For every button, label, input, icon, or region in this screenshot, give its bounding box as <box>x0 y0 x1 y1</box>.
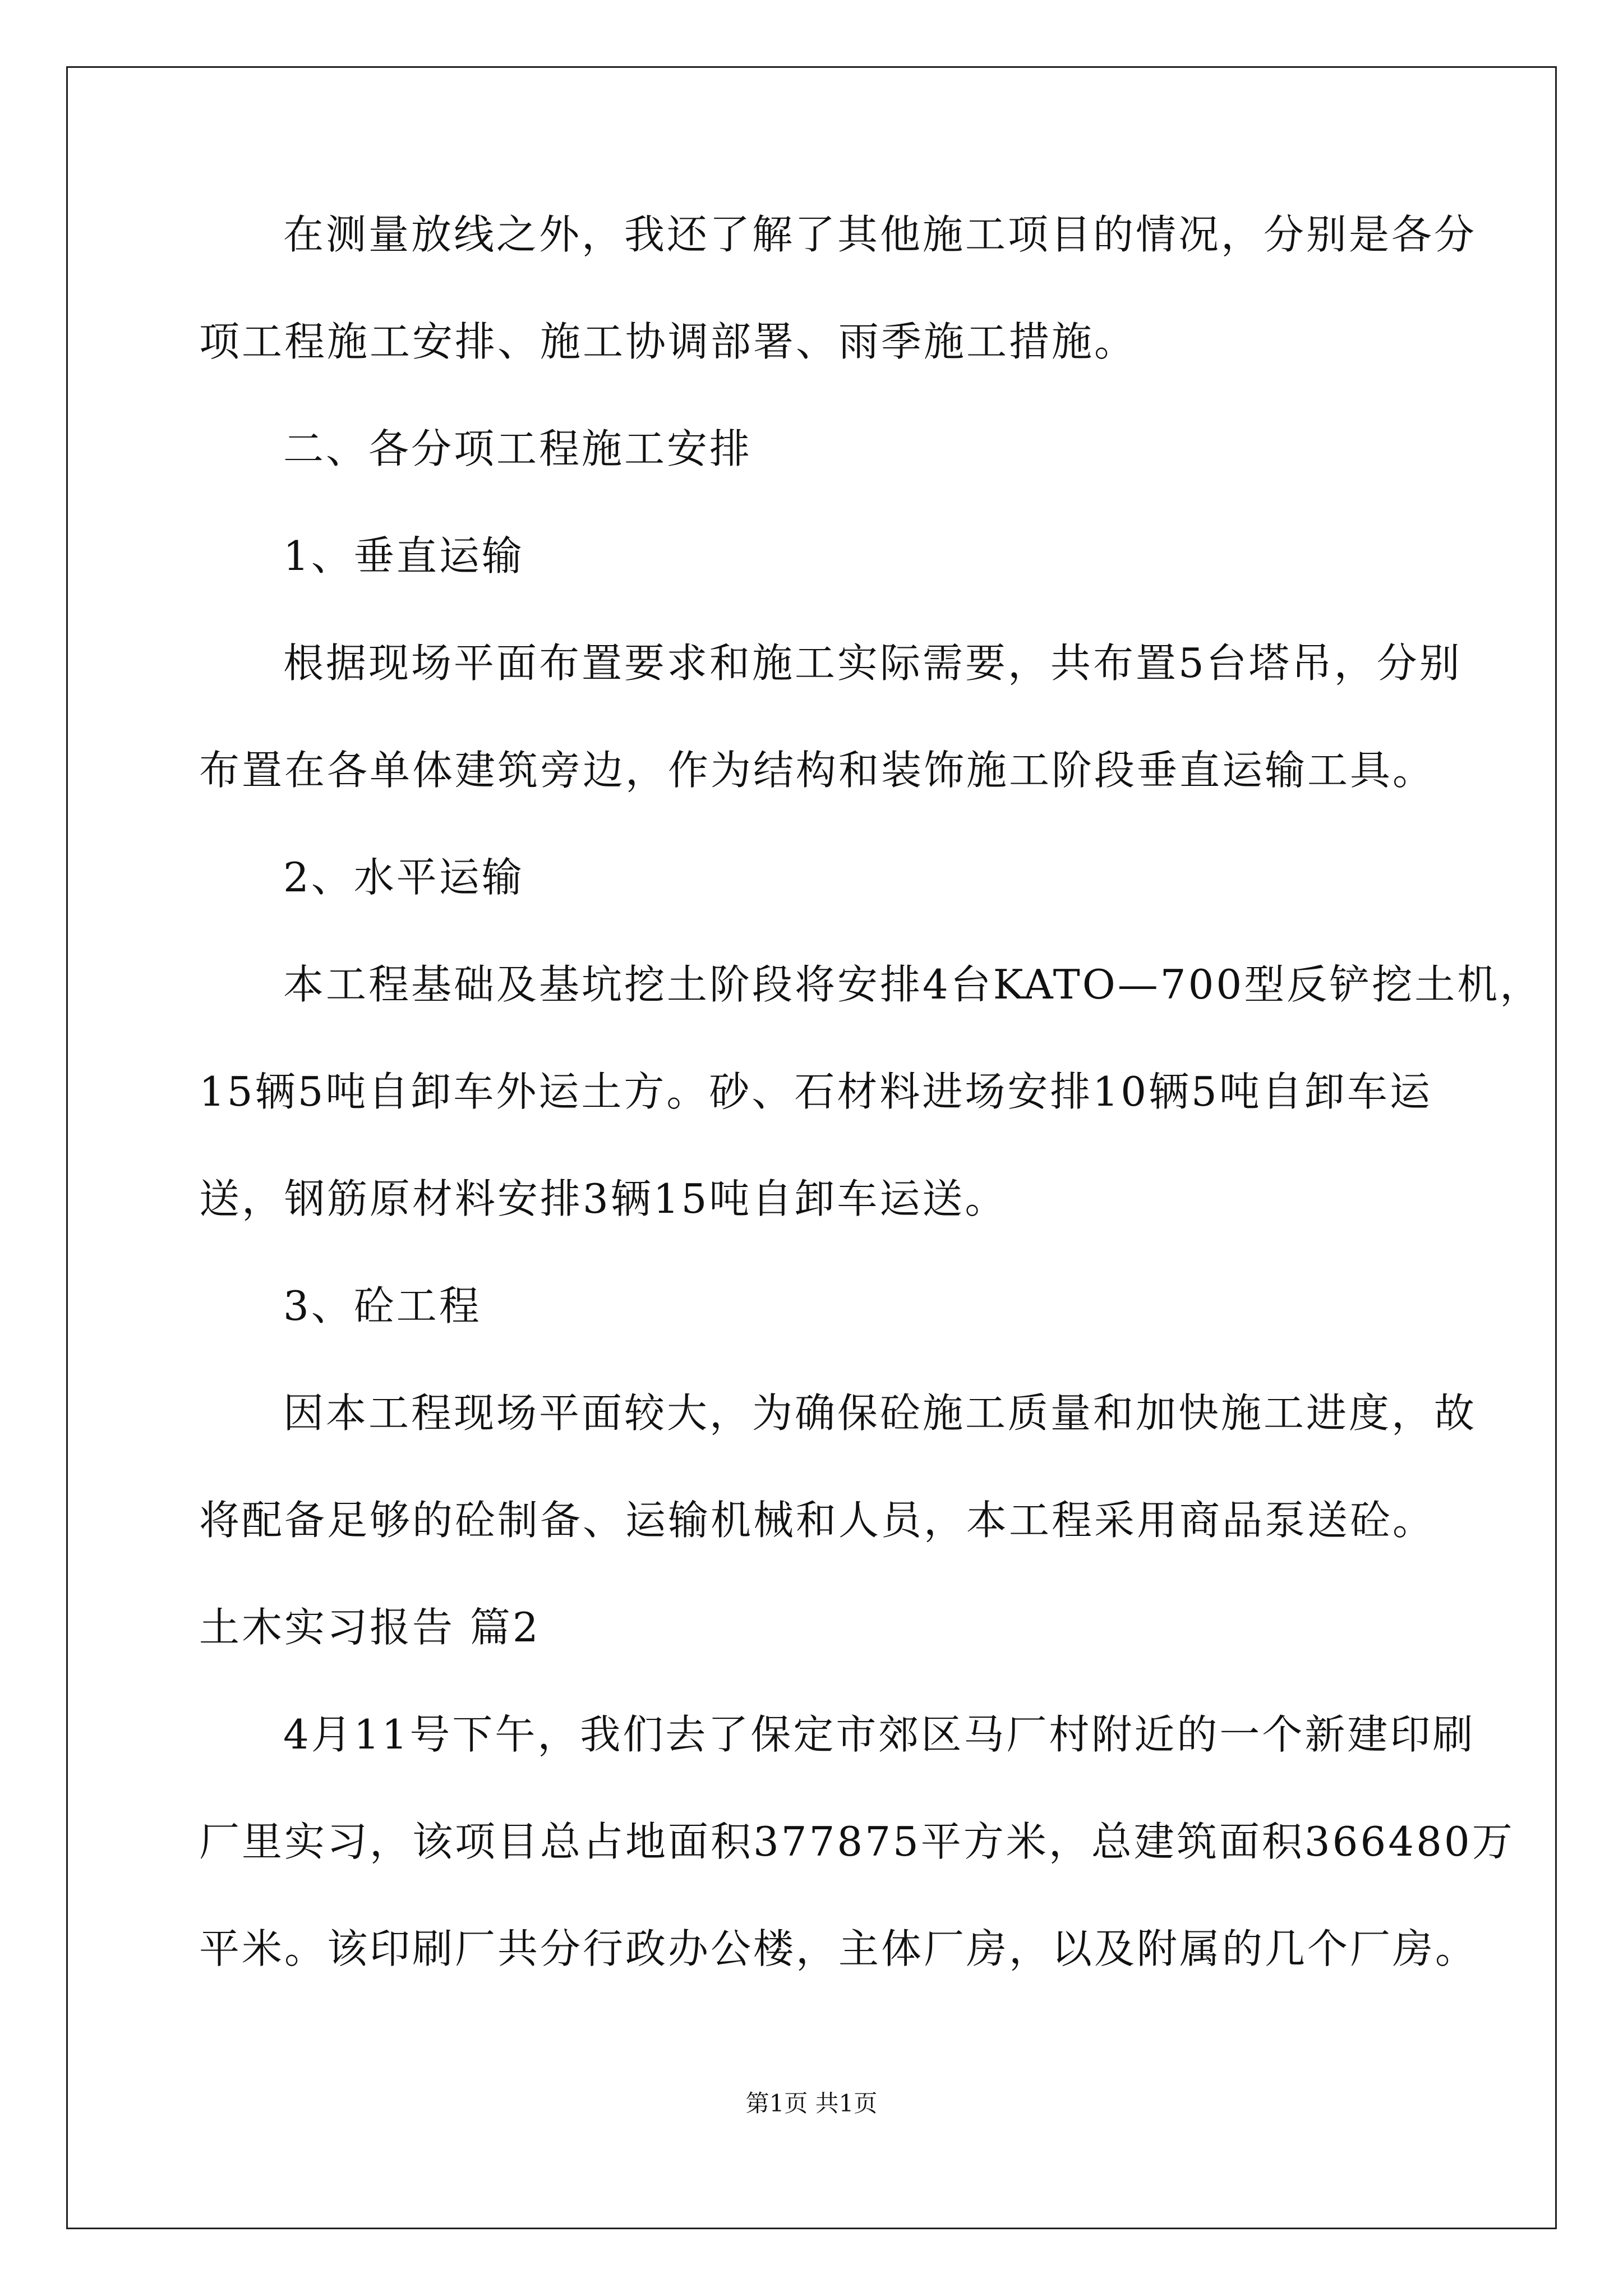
document-body <box>199 208 1543 1976</box>
paragraph-line: 将配备足够的砼制备、运输机械和人员，本工程采用商品泵送砼。 <box>199 1497 1436 1544</box>
paragraph-line: 本工程基础及基坑挖土阶段将安排4台KATO—700型反铲挖土机， <box>283 961 1543 1008</box>
section-heading: 二、各分项工程施工安排 <box>283 425 753 472</box>
paragraph-line: 布置在各单体建筑旁边，作为结构和装饰施工阶段垂直运输工具。 <box>199 747 1436 794</box>
paragraph-line: 厂里实习，该项目总占地面积377875平方米，总建筑面积366480万 <box>199 1818 1515 1865</box>
paragraph-line: 在测量放线之外，我还了解了其他施工项目的情况，分别是各分 <box>283 211 1477 258</box>
subsection-heading: 2、水平运输 <box>283 854 524 901</box>
paragraph-line: 根据现场平面布置要求和施工实际需要，共布置5台塔吊，分别 <box>283 639 1462 687</box>
paragraph-line: 4月11号下午，我们去了保定市郊区马厂村附近的一个新建印刷 <box>283 1711 1476 1758</box>
paragraph-line: 15辆5吨自卸车外运土方。砂、石材料进场安排10辆5吨自卸车运 <box>199 1068 1432 1115</box>
paragraph-line: 因本工程现场平面较大，为确保砼施工质量和加快施工进度，故 <box>283 1389 1477 1437</box>
article-title: 土木实习报告 篇2 <box>199 1604 541 1651</box>
paragraph-line: 送，钢筋原材料安排3辆15吨自卸车运送。 <box>199 1175 1008 1222</box>
page-number: 第1页 共1页 <box>745 2090 878 2117</box>
paragraph-line: 项工程施工安排、施工协调部署、雨季施工措施。 <box>199 318 1137 365</box>
subsection-heading: 1、垂直运输 <box>283 532 524 579</box>
paragraph-line: 平米。该印刷厂共分行政办公楼，主体厂房，以及附属的几个厂房。 <box>199 1925 1478 1972</box>
subsection-heading: 3、砼工程 <box>283 1282 482 1329</box>
